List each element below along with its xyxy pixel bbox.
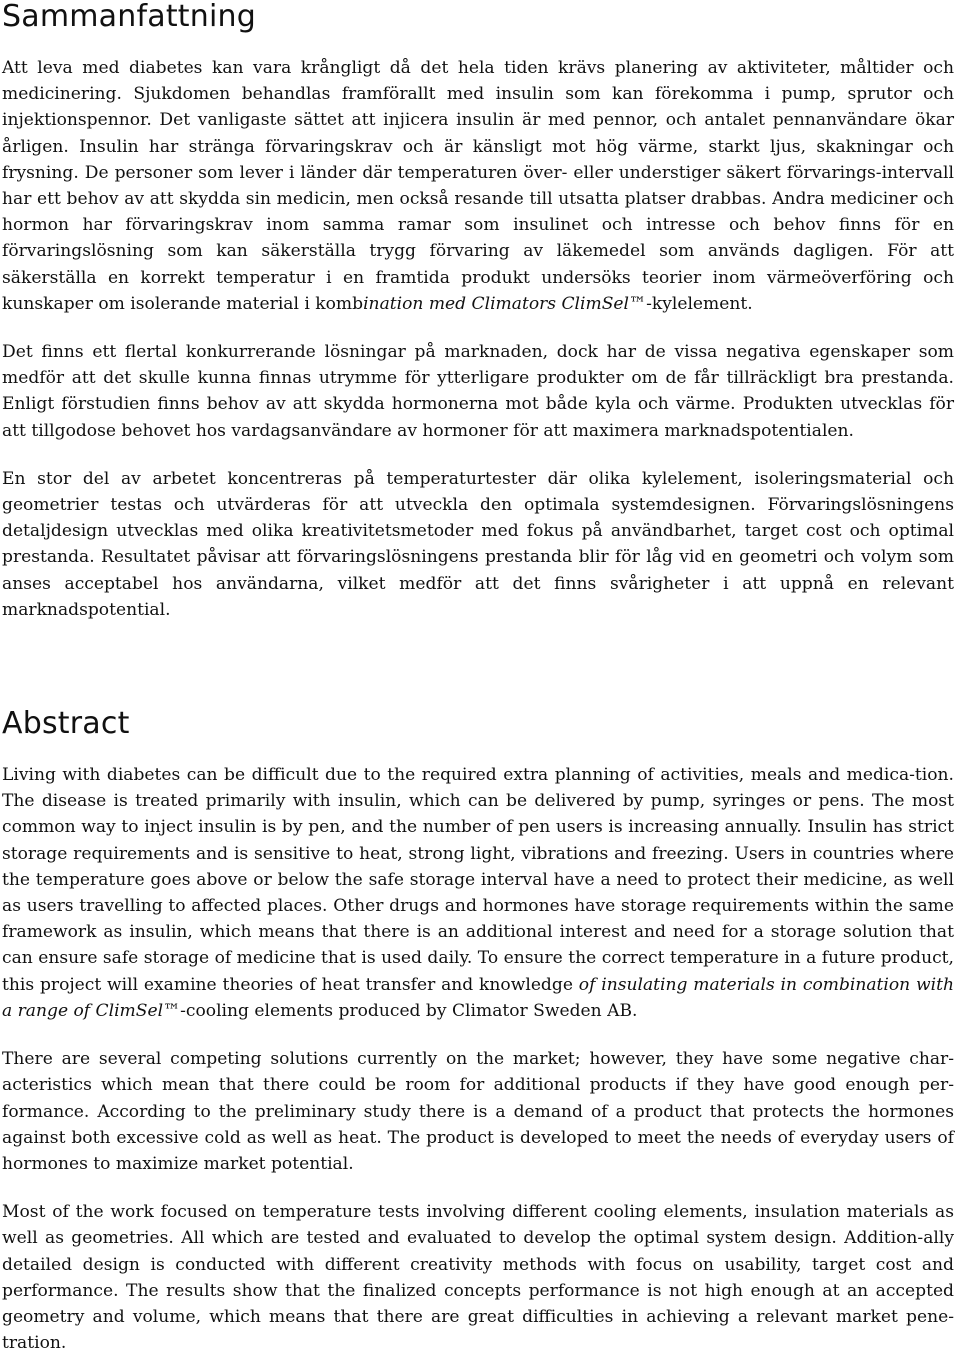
- paragraph-abstract-3: Most of the work focused on temperature tests involving different cooling elements, insulation materials as well as geometries. All which are tested and evaluated to develop the optimal system design. Addition-ally detailed design is conducted with different creativity methods with focus on usability, target cost and performance. The results show that the finalized concepts performance is not high enough at an accepted geometry and volume, which means that there are great difficulties in achieving a relevant market pene-tration.: [2, 1202, 954, 1354]
- paragraph-sammanfattning-1: [2, 55, 954, 317]
- italic-run: of insulating materials in combination with a range of ClimSel: [2, 974, 955, 1021]
- text-run: Att leva med diabetes kan vara krångligt då det hela tiden krävs planering av aktiviteter, måltider och medicinering. Sjukdomen behandlas framförallt med insulin som kan förekomma i pump, sprutor och injektionspennor. Det vanligaste sättet att injicera insulin är med pennor, och antalet pennanvändare ökar årligen. Insulin har stränga förvaringskrav och är känsligt mot hög värme, starkt ljus, skakningar och frysning. De personer som lever i länder där temperaturen över- eller understiger säkert förvarings-intervall har ett behov av att skydda sin medicin, men också resande till utsatta platser drabbas. Andra mediciner och hormon har förvaringskrav inom samma ramar som insulinet och intresse och behov finns för en förvaringslösning som kan säkerställa trygg förvaring av läkemedel som används dagligen. För att säkerställa en korrekt temperatur i en framtida produkt undersöks teorier inom värmeöverföring och kunskaper om isolerande material i komb: [2, 58, 954, 314]
- text-run: ™-cooling elements produced by Climator Sweden AB.: [163, 1000, 638, 1021]
- paragraph-abstract-1: [2, 762, 954, 1024]
- paragraph-sammanfattning-3: En stor del av arbetet koncentreras på temperaturtester där olika kylelement, isoleringsmaterial och geometrier testas och utvärderas för att utveckla den optimala systemdesignen. Förvaringslösningens detaljdesign utvecklas med olika kreativitetsmetoder med fokus på användbarhet, target cost och optimal prestanda. Resultatet påvisar att förvaringslösningens prestanda blir för låg vid en geometri och volym som anses acceptabel hos användarna, vilket medför att det finns svårigheter i att uppnå en relevant marknadspotential.: [2, 468, 954, 620]
- section-heading-abstract: Abstract: [2, 706, 130, 742]
- italic-run: ination med Climators ClimSel: [363, 293, 629, 314]
- text-run: Living with diabetes can be difficult due to the required extra planning of activities, meals and medica-tion. The disease is treated primarily with insulin, which can be delivered by pump, syringes or pens. The most common way to inject insulin is by pen, and the number of pen users is increasing annually. Insulin has strict storage requirements and is sensitive to heat, strong light, vibrations and freezing. Users in countries where the temperature goes above or below the safe storage interval have a need to protect their medicine, as well as users travelling to affected places. Other drugs and hormones have storage requirements within the same framework as insulin, which means that there is an additional interest and need for a storage solution that can ensure safe storage of medicine that is used daily. To ensure the correct temperature in a future product, this project will examine theories of heat transfer and knowledge: [2, 765, 954, 995]
- paragraph-abstract-2: There are several competing solutions currently on the market; however, they have some negative char-acteristics which mean that there could be room for additional products if they have good enough per-formance. According to the preliminary study there is a demand of a product that protects the hormones against both excessive cold as well as heat. The product is developed to meet the needs of everyday users of hormones to maximize market potential.: [2, 1049, 954, 1174]
- paragraph-sammanfattning-2: Det finns ett flertal konkurrerande lösningar på marknaden, dock har de vissa negativa egenskaper som medför att det skulle kunna finnas utrymme för ytterligare produkter om de får tillräckligt bra prestanda. Enligt förstudien finns behov av att skydda hormonerna mot både kyla och värme. Produkten utvecklas för att tillgodose behovet hos vardagsanvändare av hormoner för att maximera marknadspotentialen.: [2, 342, 954, 441]
- section-heading-sammanfattning: Sammanfattning: [2, 0, 256, 34]
- text-run: ™-kylelement.: [629, 293, 753, 314]
